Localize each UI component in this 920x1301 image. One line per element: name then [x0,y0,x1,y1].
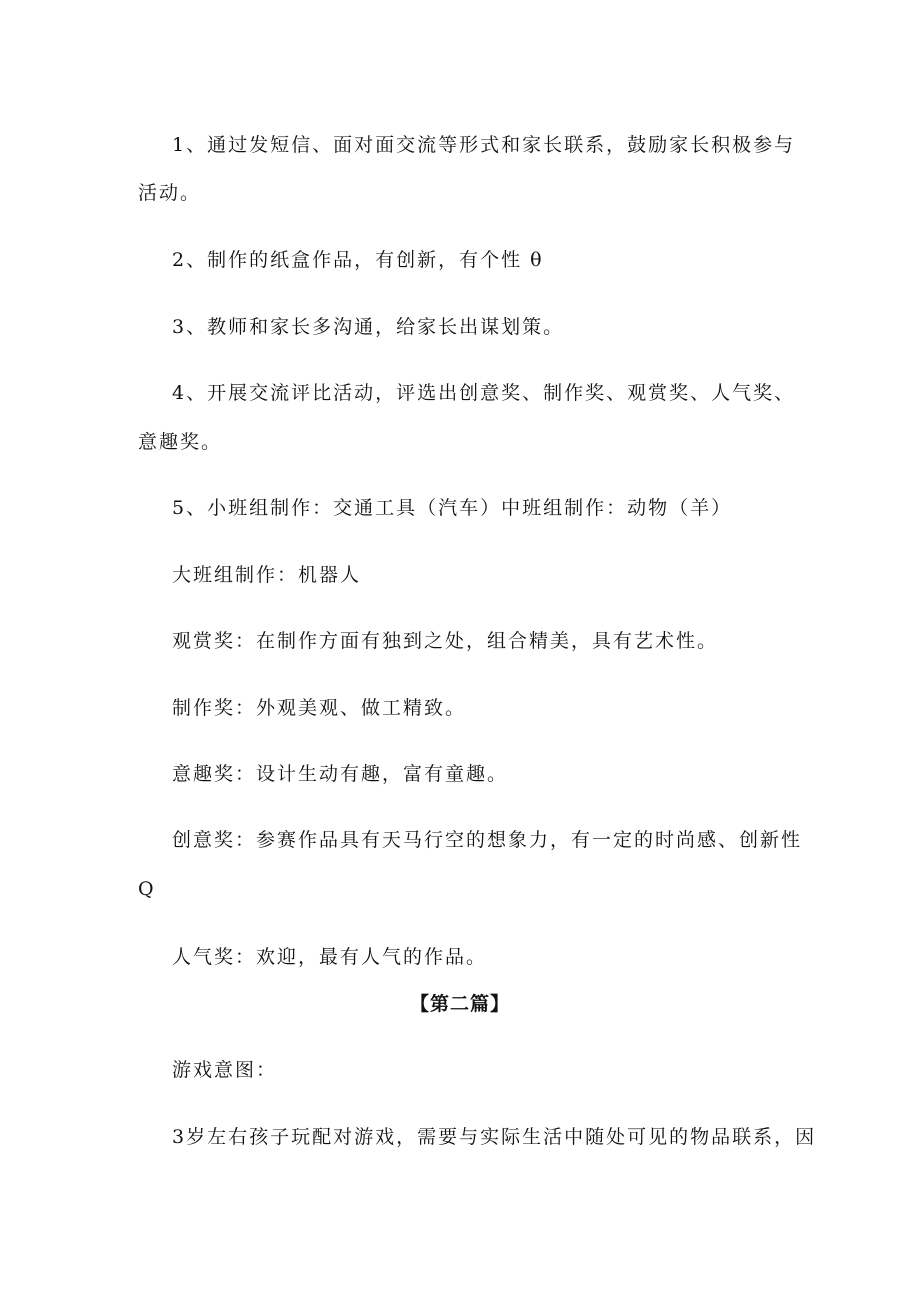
game-intent-text: 3岁左右孩子玩配对游戏，需要与实际生活中随处可见的物品联系，因 [172,1126,817,1148]
award-creative-line-1: 创意奖：参赛作品具有天马行空的想象力，有一定的时尚感、创新性 [172,829,803,851]
game-intent-label: 游戏意图： [172,1059,278,1081]
award-creative-line-2: Q [138,878,156,900]
award-viewing: 观赏奖：在制作方面有独到之处，组合精美，具有艺术性。 [172,630,719,652]
item-5: 5、小班组制作：交通工具（汽车）中班组制作：动物（羊） [172,497,733,519]
item-1-line-2: 活动。 [138,182,202,204]
item-4-line-2: 意趣奖。 [138,431,223,453]
item-4-line-1: 4、开展交流评比活动，评选出创意奖、制作奖、观赏奖、人气奖、 [172,382,796,404]
award-interest: 意趣奖：设计生动有趣，富有童趣。 [172,763,509,785]
award-making: 制作奖：外观美观、做工精致。 [172,697,467,719]
item-2: 2、制作的纸盒作品，有创新，有个性 θ [172,249,544,271]
section-heading: 【第二篇】 [409,993,510,1015]
item-1-line-1: 1、通过发短信、面对面交流等形式和家长联系，鼓励家长积极参与 [172,134,796,156]
big-class-item: 大班组制作：机器人 [172,564,362,586]
item-3: 3、教师和家长多沟通，给家长出谋划策。 [172,316,565,338]
award-popular: 人气奖：欢迎，最有人气的作品。 [172,946,488,968]
